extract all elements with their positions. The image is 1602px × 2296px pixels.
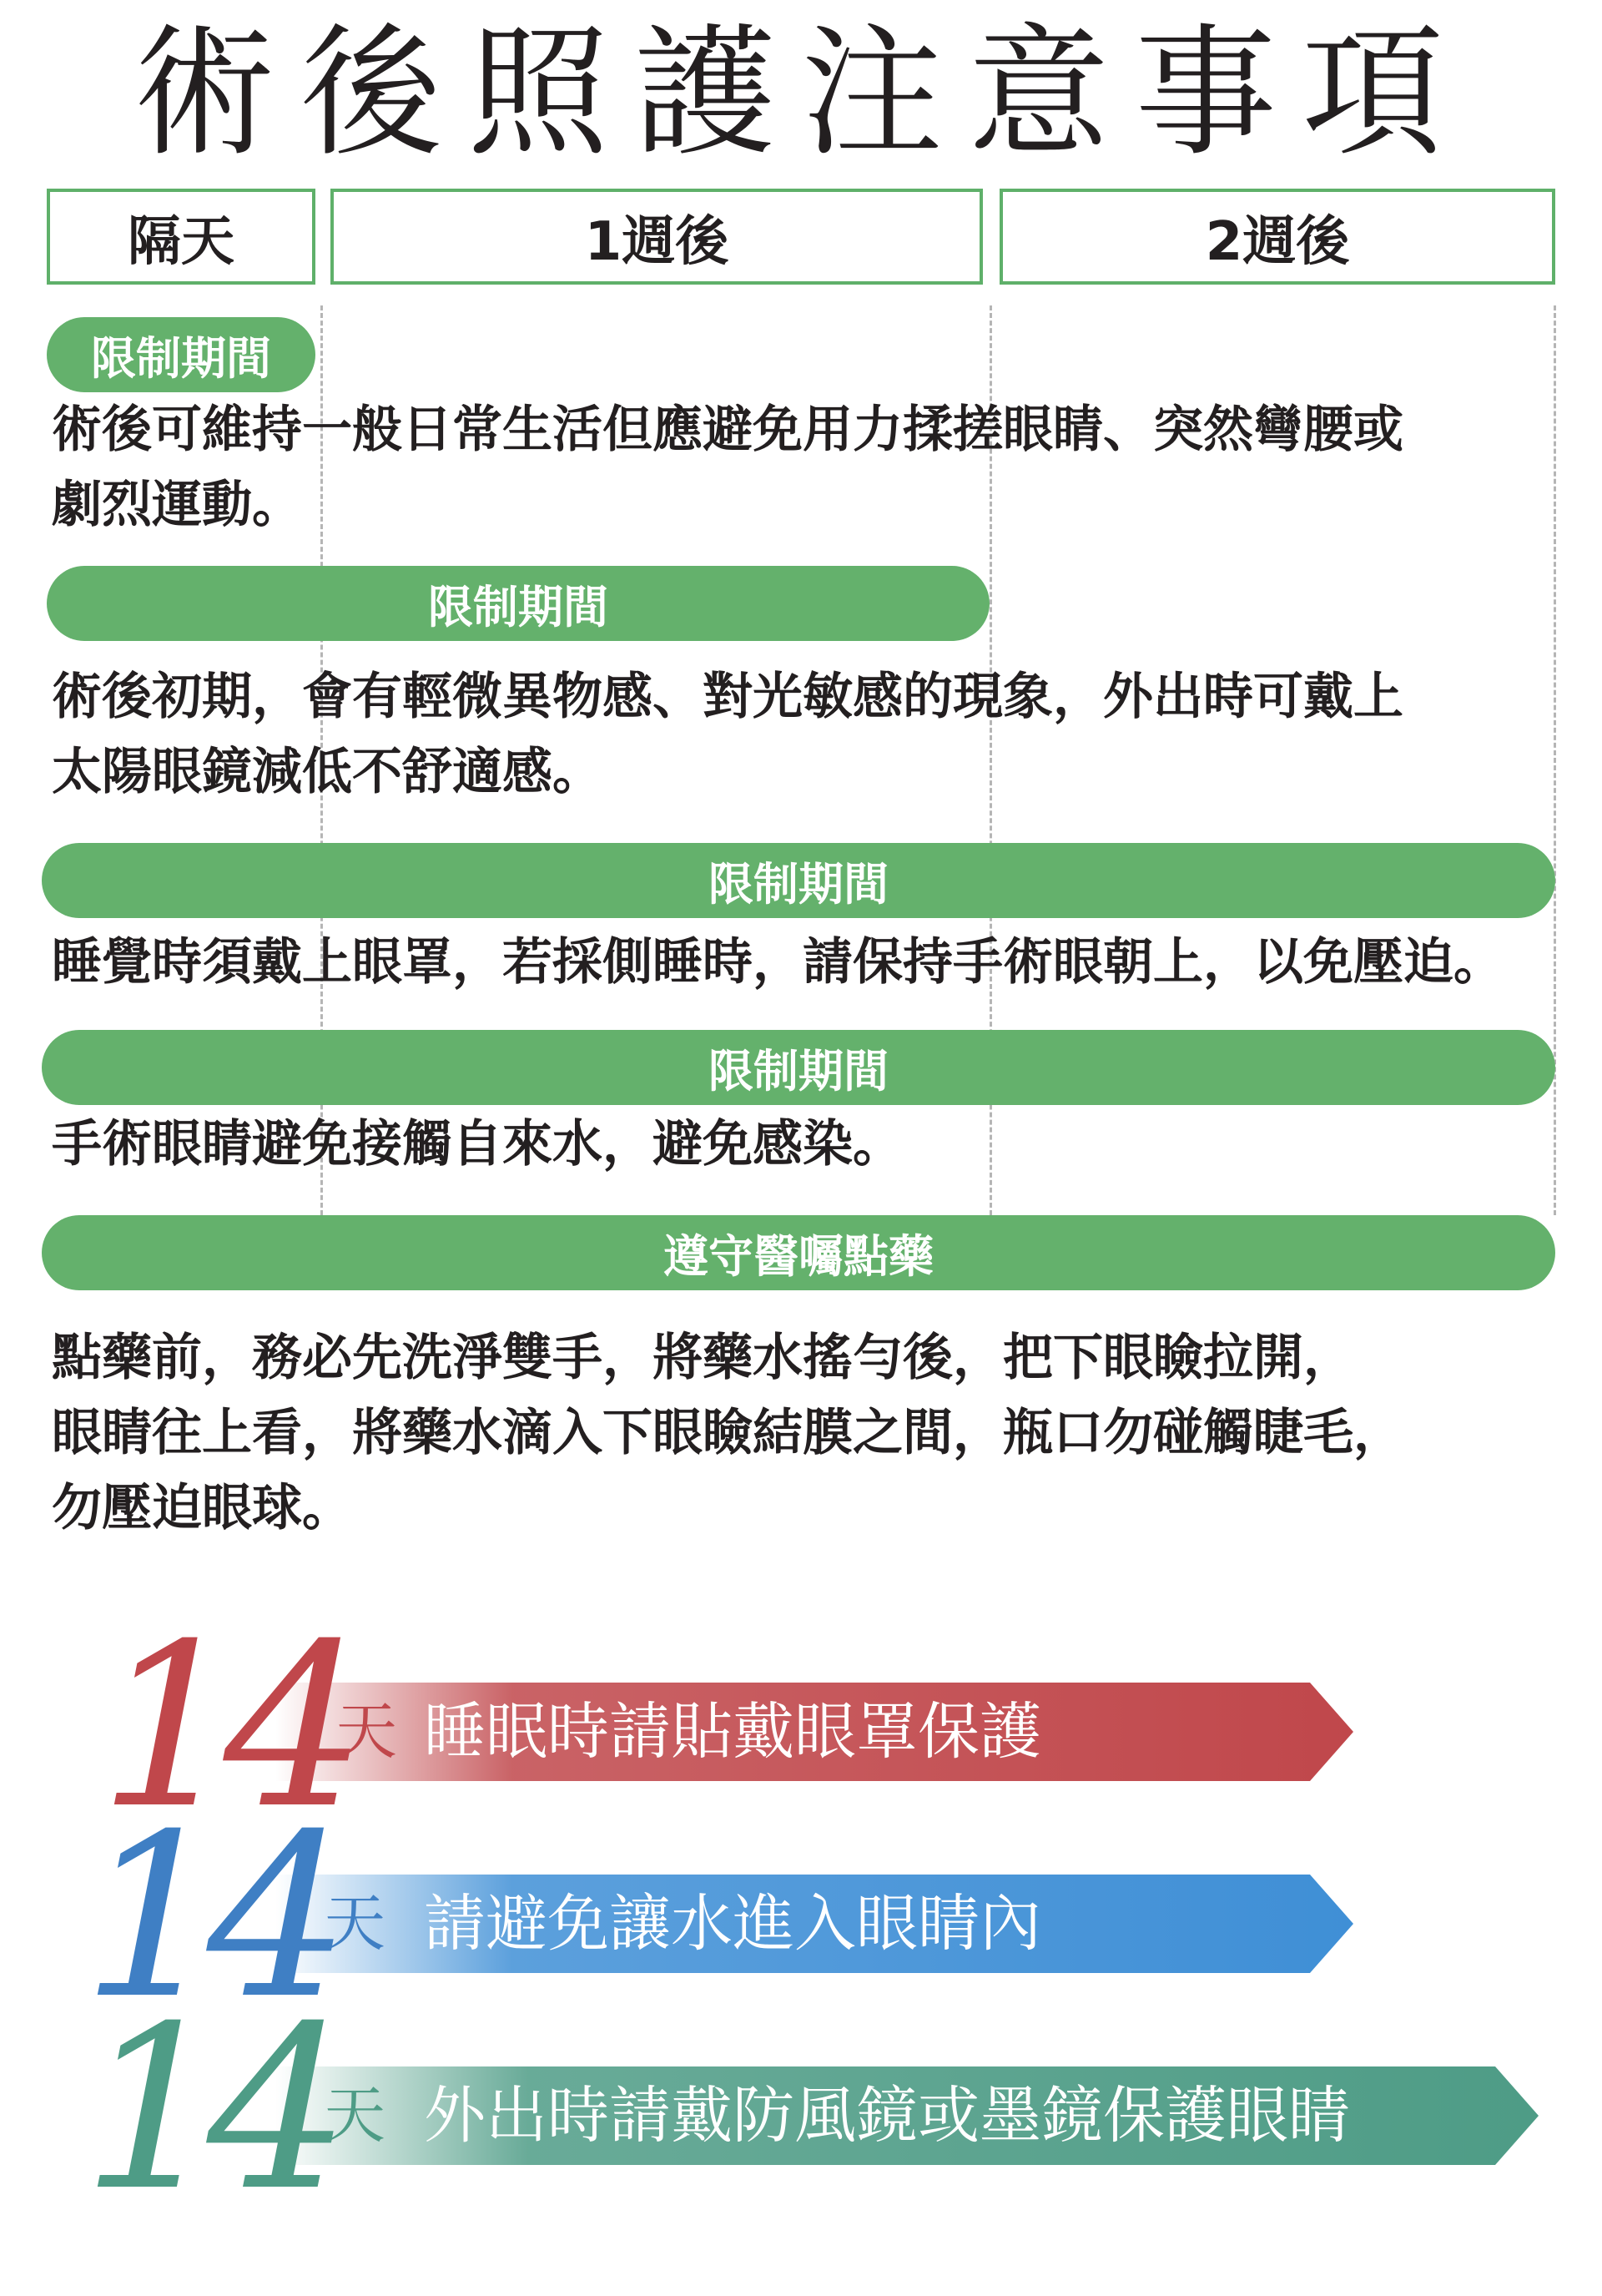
restriction-pill: 限制期間 <box>47 317 315 392</box>
reminder-text: 睡眠時請貼戴眼罩保護 <box>424 1696 1041 1768</box>
reminder-days-number: 14 <box>82 1785 332 2048</box>
restriction-pill: 限制期間 <box>47 566 990 641</box>
reminder-days-number: 14 <box>82 1977 332 2240</box>
section-text: 睡覺時須戴上眼罩，若採側睡時，請保持手術眼朝上，以免壓迫。 <box>52 933 1504 992</box>
column-header-two-weeks: 2週後 <box>1000 189 1555 285</box>
section-text: 手術眼睛避免接觸自來水，避免感染。 <box>52 1115 903 1173</box>
reminder-days-unit: 天 <box>324 2080 385 2152</box>
column-header-one-week: 1週後 <box>330 189 983 285</box>
page-title: 術後照護注意事項 <box>133 11 1468 176</box>
section-text: 術後可維持一般日常生活但應避免用力揉搓眼睛、突然彎腰或 劇烈運動。 <box>52 401 1403 534</box>
reminder-wear-glasses <box>0 1977 1602 2240</box>
restriction-pill: 限制期間 <box>42 843 1555 918</box>
medication-instructions: 點藥前，務必先洗淨雙手，將藥水搖勻後，把下眼瞼拉開， 眼睛往上看，將藥水滴入下眼瞼結膜之間，瓶口勿碰觸睫毛， 勿壓迫眼球。 <box>52 1329 1403 1537</box>
restriction-pill: 限制期間 <box>42 1030 1555 1105</box>
reminder-days-unit: 天 <box>335 1696 397 1768</box>
divider-two-weeks <box>1554 305 1556 1215</box>
reminder-days-unit: 天 <box>324 1888 385 1960</box>
section-text: 術後初期，會有輕微異物感、對光敏感的現象，外出時可戴上 太陽眼鏡減低不舒適感。 <box>52 668 1403 801</box>
reminder-days-number: 14 <box>98 1595 349 1858</box>
medication-pill: 遵守醫囑點藥 <box>42 1215 1555 1290</box>
reminder-text: 外出時請戴防風鏡或墨鏡保護眼睛 <box>424 2080 1350 2152</box>
reminder-text: 請避免讓水進入眼睛內 <box>424 1888 1041 1960</box>
column-header-next-day: 隔天 <box>47 189 315 285</box>
